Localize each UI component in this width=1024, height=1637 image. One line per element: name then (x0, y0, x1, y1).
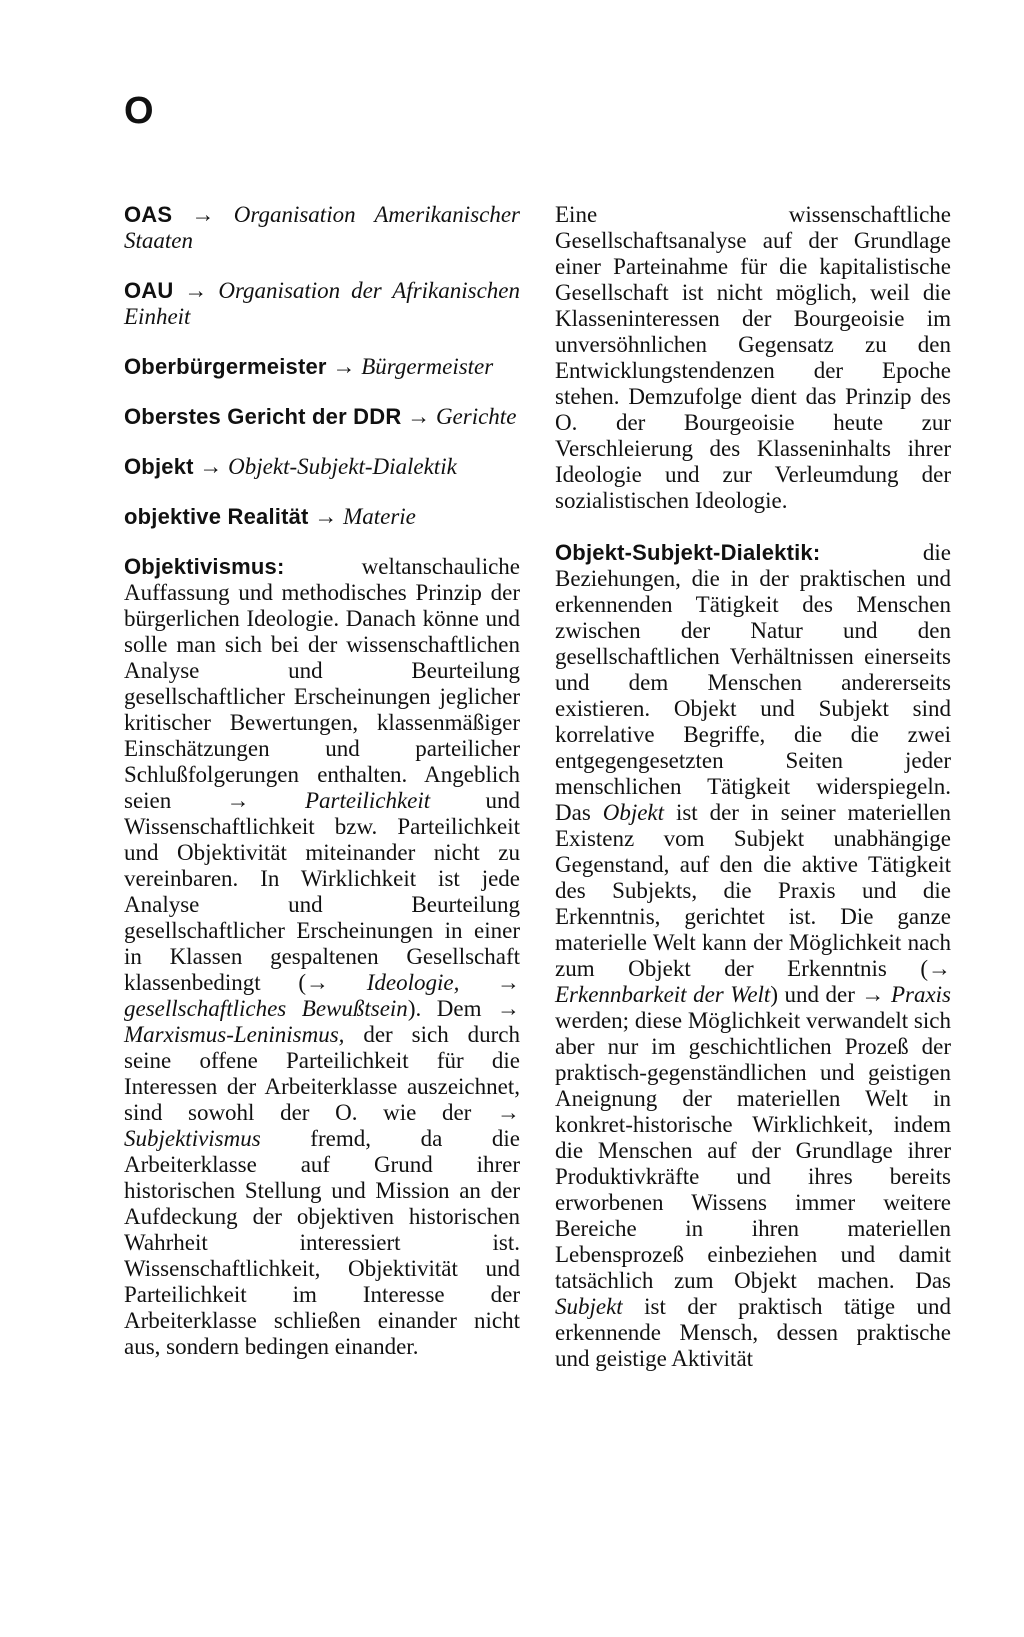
cross-reference: Objekt-Subjekt-Dialektik (228, 454, 457, 479)
entry-oberstes-gericht (124, 404, 520, 430)
entry-objekt-subjekt-dialektik (555, 540, 951, 1372)
cross-reference: Parteilichkeit (304, 788, 431, 813)
cross-reference: Bürgermeister (361, 354, 494, 379)
cross-reference-arrow: → (184, 278, 208, 303)
body-text: die Beziehungen, die in der praktischen und erkennenden Tätigkeit des Menschen zwischen der Natur und den gesellschaftlichen Verhältnissen einerseits und dem Menschen andererseits existieren. Objekt und Subjekt sind korrelative Begriffe, die die zwei entgegengesetzten Seiten jeder menschlichen Tätigkeit widerspiegeln. Das (555, 540, 951, 825)
body-text: und Wissenschaftlichkeit bzw. Parteilichkeit und Objektivität miteinander nicht zu vereinbaren. In Wirklichkeit ist jede Analyse und Beurteilung gesellschaftlicher Erscheinungen in einer in Klassen gespaltenen Gesellschaft klassenbedingt ( (124, 788, 521, 995)
cross-reference-arrow: → (314, 504, 338, 529)
cross-reference: Materie (343, 504, 416, 529)
cross-reference: Organisation Amerikanischer Staaten (124, 202, 521, 253)
headword: Oberbürgermeister (124, 354, 327, 379)
body-text: ist der praktisch tätige und erkennende Mensch, dessen praktische und geistige Aktivität (555, 1294, 951, 1371)
body-text: werden; diese Möglichkeit verwandelt sich aber nur im geschichtlichen Prozeß der praktisch-gegenständlichen und geistigen Aneignung der materiellen Welt in konkret-historische Wirklichkeit, indem die Menschen auf der Grundlage ihrer Produktivkräfte und ihres bereits erworbenen Wissens immer weitere Bereiche in ihren materiellen Lebensprozeß einbeziehen und damit tatsächlich zum Objekt machen. Das (555, 1008, 951, 1293)
cross-reference-arrow: → (306, 970, 330, 995)
body-text: fremd, da die Arbeiterklasse auf Grund ihrer historischen Stellung und Mission an der Aufdeckung der objektiven historischen Wahrheit interessiert ist. Wissenschaftlichkeit, Objektivität und Parteilichkeit im Interesse der Arbeiterklasse schließen einander nicht aus, sondern bedingen einander. (124, 1126, 520, 1359)
headword: Objektivismus: (124, 554, 285, 579)
cross-reference-arrow: → (497, 1100, 520, 1125)
cross-reference-arrow: → (497, 996, 520, 1021)
emphasis: Objekt (602, 800, 665, 825)
headword: OAU (124, 278, 174, 303)
cross-reference: Subjektivismus (124, 1126, 261, 1151)
headword: Oberstes Gericht der DDR (124, 404, 402, 429)
cross-reference: Erkennbarkeit der Welt (555, 982, 771, 1007)
body-text: ist der in seiner materiellen Existenz vom Subjekt unabhängige Gegenstand, auf den die aktive Tätigkeit des Subjekts, die Praxis und die Erkenntnis, gerichtet ist. Die ganze materielle Welt kann der Möglichkeit nach zum Objekt der Erkenntnis ( (555, 800, 951, 981)
body-text: ). Dem (407, 996, 497, 1021)
headword: Objekt-Subjekt-Dialektik: (555, 540, 821, 565)
body-text: der sich durch seine offene Parteilichkeit für die Interessen der Arbeiterklasse auszeichnet, sind sowohl der O. wie der (124, 1022, 520, 1125)
continuation-paragraph: Eine wissenschaftliche Gesellschaftsanalyse auf der Grundlage einer Parteinahme für die kapitalistische Gesellschaft ist nicht möglich, weil die Klasseninteressen der Bourgeoisie im unversöhnlichen Gegensatz zu den Entwicklungstendenzen der Epoche stehen. Demzufolge dient das Prinzip des O. der Bourgeoisie heute zur Verschleierung des Klasseninhalts ihrer Ideologie und zur Verleumdung der sozialistischen Ideologie. (555, 202, 951, 513)
cross-reference-arrow: → (226, 788, 250, 813)
cross-reference: Ideologie, (366, 970, 498, 995)
cross-reference: Gerichte (435, 404, 517, 429)
cross-reference: Praxis (890, 982, 952, 1007)
headword: OAS (124, 202, 173, 227)
cross-reference: Organisation der Afrikanischen Einheit (124, 278, 520, 329)
left-column (124, 202, 520, 1360)
headword: Objekt (124, 454, 194, 479)
cross-reference-arrow: → (407, 404, 431, 429)
entry-oberbuergermeister (124, 354, 520, 380)
section-letter: O (124, 90, 154, 132)
entry-objektive-realitaet (124, 504, 520, 530)
right-column (555, 202, 951, 1398)
cross-reference-arrow: → (928, 956, 951, 981)
body-text: weltanschauliche Auffassung und methodisches Prinzip der bürgerlichen Ideologie. Danach könne und solle man sich bei der wissenschaftlichen Analyse und Beurteilung gesellschaftlicher Erscheinungen jeglicher kritischer Bewertungen, klassenmäßiger Einschätzungen und parteilicher Schlußfolgerungen enthalten. Angeblich seien (124, 554, 520, 813)
cross-reference: gesellschaftliches Bewußtsein (124, 996, 408, 1021)
entry-objektivismus (124, 554, 520, 1360)
headword: objektive Realität (124, 504, 309, 529)
body-text: ) und der (770, 982, 862, 1007)
emphasis: Subjekt (555, 1294, 623, 1319)
cross-reference-arrow: → (332, 354, 356, 379)
cross-reference-arrow: → (191, 202, 215, 227)
entry-objekt (124, 454, 520, 480)
cross-reference-arrow: → (497, 970, 521, 995)
cross-reference-arrow: → (199, 454, 223, 479)
entry-oas (124, 202, 520, 254)
cross-reference: Marxismus-Leninismus, (124, 1022, 345, 1047)
entry-oau (124, 278, 520, 330)
cross-reference-arrow: → (861, 982, 885, 1007)
